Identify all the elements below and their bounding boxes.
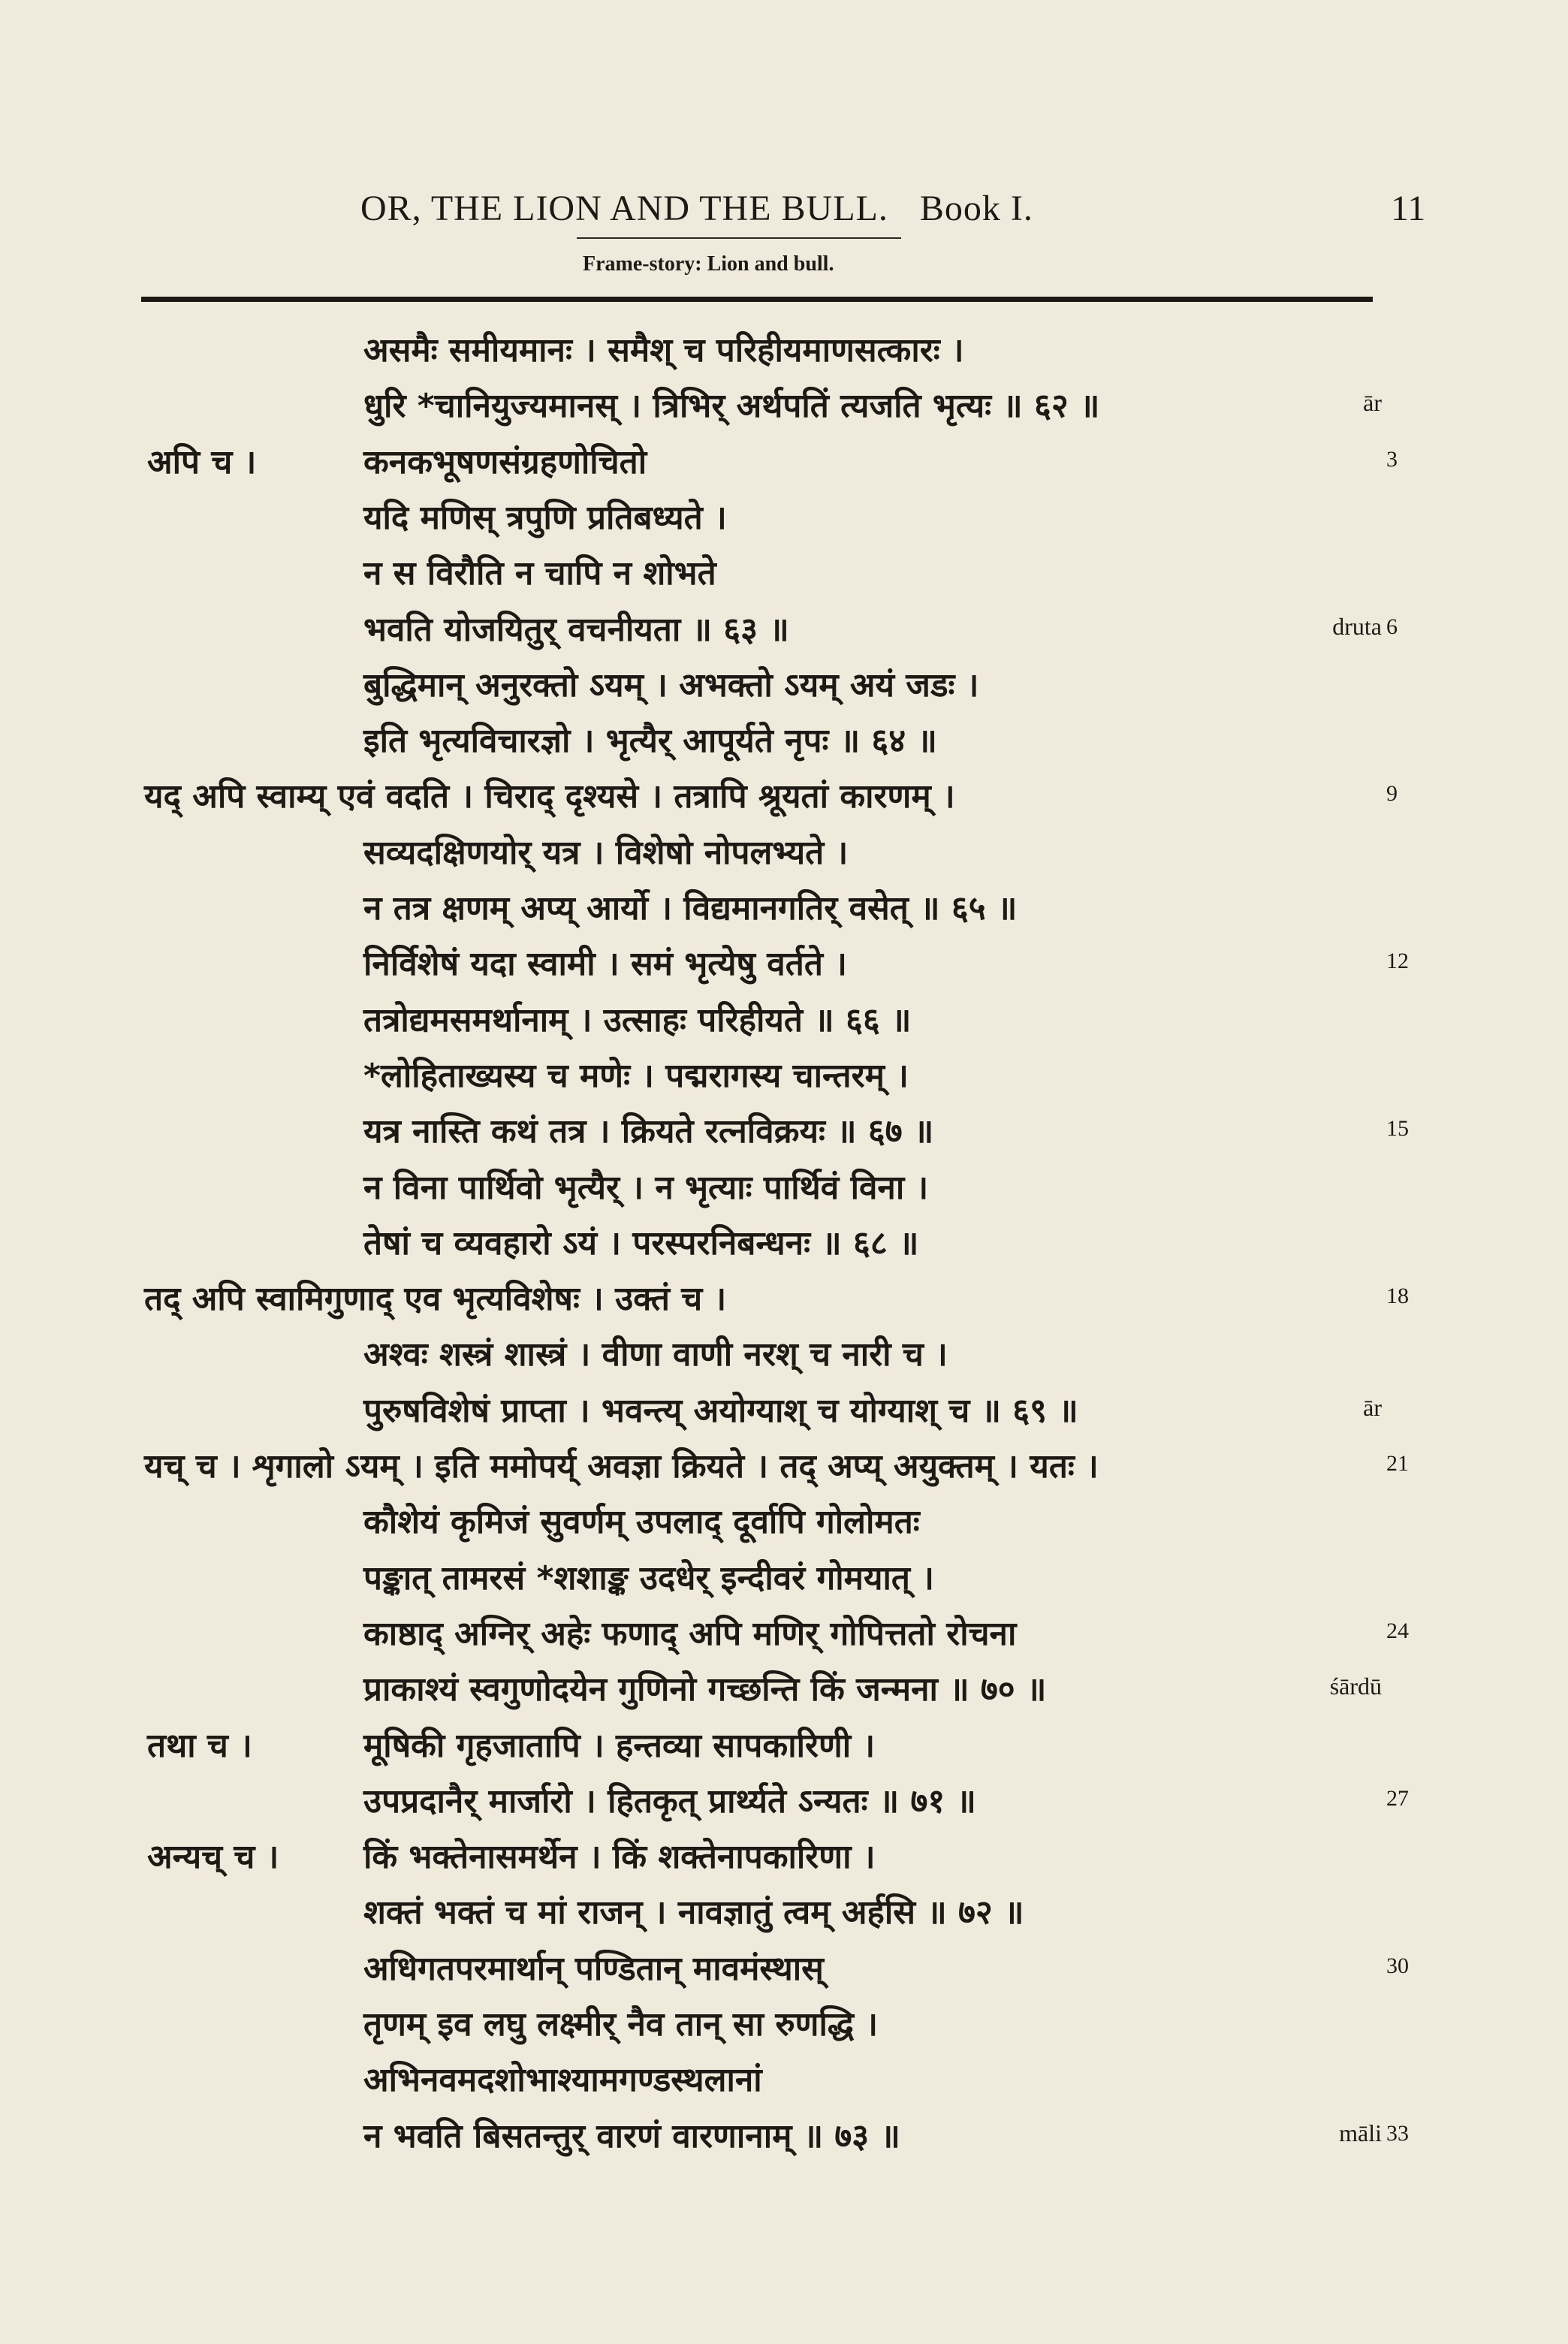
verse-text: तत्रोद्यमसमर्थानाम् । उत्साहः परिहीयते ॥ ६६ ॥ bbox=[363, 1000, 912, 1039]
verse-text: भवति योजयितुर् वचनीयता ॥ ६३ ॥ bbox=[363, 610, 789, 649]
text-line bbox=[0, 1662, 1568, 1718]
verse-text: यत्र नास्ति कथं तत्र । क्रियते रत्नविक्रयः ॥ ६७ ॥ bbox=[363, 1112, 934, 1151]
text-line bbox=[0, 435, 1568, 490]
meter-label: ār bbox=[1363, 1393, 1382, 1421]
text-line bbox=[0, 1048, 1568, 1104]
line-number: 21 bbox=[1386, 1451, 1409, 1476]
verse-text: न तत्र क्षणम् अप्य् आर्यो । विद्यमानगतिर् वसेत् ॥ ६५ ॥ bbox=[363, 889, 1018, 928]
meter-label: druta bbox=[1332, 612, 1382, 640]
text-line bbox=[0, 1495, 1568, 1550]
verse-text: अधिगतपरमार्थान् पण्डितान् मावमंस्थास् bbox=[363, 1949, 824, 1988]
text-line bbox=[0, 769, 1568, 825]
line-number: 6 bbox=[1386, 614, 1398, 639]
verse-text: काष्ठाद् अग्निर् अहेः फणाद् अपि मणिर् गोपित्ततो रोचना bbox=[363, 1614, 1017, 1653]
text-line bbox=[0, 602, 1568, 658]
verse-text: प्राकाश्यं स्वगुणोदयेन गुणिनो गच्छन्ति किं जन्मना ॥ ७० ॥ bbox=[363, 1670, 1047, 1709]
verse-text: निर्विशेषं यदा स्वामी । समं भृत्येषु वर्तते । bbox=[363, 945, 847, 984]
line-number: 27 bbox=[1386, 1785, 1409, 1811]
verse-text: उपप्रदानैर् मार्जारो । हितकृत् प्रार्थ्यते ऽन्यतः ॥ ७१ ॥ bbox=[363, 1781, 976, 1821]
text-line bbox=[0, 546, 1568, 602]
text-line bbox=[0, 2053, 1568, 2108]
text-line bbox=[0, 1439, 1568, 1495]
text-line bbox=[0, 1160, 1568, 1216]
verse-text: पङ्कात् तामरसं *शशाङ्क उदधेर् इन्दीवरं गोमयात् । bbox=[363, 1558, 934, 1597]
text-line bbox=[0, 1997, 1568, 2053]
verse-text: कौशेयं कृमिजं सुवर्णम् उपलाद् दूर्वापि गोलोमतः bbox=[363, 1503, 920, 1542]
text-line bbox=[0, 1216, 1568, 1272]
verse-text: कनकभूषणसंग्रहणोचितो bbox=[363, 442, 647, 481]
text-line bbox=[0, 490, 1568, 546]
line-number: 9 bbox=[1386, 781, 1398, 807]
prose-lead: तद् अपि स्वामिगुणाद् एव भृत्यविशेषः । उक्तं च । bbox=[144, 1280, 727, 1319]
text-line bbox=[0, 1272, 1568, 1327]
verse-text: शक्तं भक्तं च मां राजन् । नावज्ञातुं त्वम् अर्हसि ॥ ७२ ॥ bbox=[363, 1893, 1024, 1932]
text-line bbox=[0, 323, 1568, 379]
text-line bbox=[0, 1383, 1568, 1439]
section-subtitle: Frame-story: Lion and bull. bbox=[583, 252, 834, 276]
verse-text: अभिनवमदशोभाश्यामगण्डस्थलानां bbox=[363, 2061, 762, 2100]
text-line bbox=[0, 379, 1568, 434]
verse-text: *लोहिताख्यस्य च मणेः । पद्मरागस्य चान्तरम् । bbox=[363, 1056, 909, 1095]
running-title bbox=[360, 188, 1033, 229]
page-number: 11 bbox=[1391, 189, 1426, 228]
meter-label: māli bbox=[1339, 2119, 1382, 2146]
prose-lead: यद् अपि स्वाम्य् एवं वदति । चिराद् दृश्यसे । तत्रापि श्रूयतां कारणम् । bbox=[144, 777, 955, 816]
text-line bbox=[0, 1606, 1568, 1662]
verse-text: तृणम् इव लघु लक्ष्मीर् नैव तान् सा रुणद्धि । bbox=[363, 2005, 879, 2044]
line-number: 15 bbox=[1386, 1116, 1409, 1142]
text-line bbox=[0, 993, 1568, 1048]
line-number: 18 bbox=[1386, 1284, 1409, 1309]
header-underline bbox=[577, 237, 901, 239]
header-rule bbox=[141, 297, 1373, 302]
verse-text: तेषां च व्यवहारो ऽयं । परस्परनिबन्धनः ॥ ६८ ॥ bbox=[363, 1223, 919, 1263]
text-line bbox=[0, 881, 1568, 937]
verse-text: किं भक्तेनासमर्थेन । किं शक्तेनापकारिणा । bbox=[363, 1838, 876, 1877]
verse-text: न स विरौति न चापि न शोभते bbox=[363, 554, 716, 593]
text-line bbox=[0, 1718, 1568, 1774]
text-line bbox=[0, 1327, 1568, 1383]
verse-text: अश्वः शस्त्रं शास्त्रं । वीणा वाणी नरश् च नारी च । bbox=[363, 1335, 948, 1374]
meter-label: ār bbox=[1363, 389, 1382, 417]
text-line bbox=[0, 1830, 1568, 1885]
verse-text: मूषिकी गृहजातापि । हन्तव्या सापकारिणी । bbox=[363, 1726, 876, 1765]
verse-text: न भवति बिसतन्तुर् वारणं वारणानाम् ॥ ७३ ॥ bbox=[363, 2116, 900, 2155]
running-title-text: OR, THE LION AND THE BULL. bbox=[360, 189, 888, 228]
text-line bbox=[0, 658, 1568, 713]
verse-text: असमैः समीयमानः । समैश् च परिहीयमाणसत्कारः । bbox=[363, 331, 964, 370]
text-line bbox=[0, 825, 1568, 881]
text-line bbox=[0, 2109, 1568, 2165]
book-label: Book I. bbox=[919, 189, 1033, 228]
verse-text: पुरुषविशेषं प्राप्ता । भवन्त्य् अयोग्याश् च योग्याश् च ॥ ६९ ॥ bbox=[363, 1391, 1078, 1430]
prose-lead: अन्यच् च । bbox=[147, 1838, 279, 1877]
verse-text: धुरि *चानियुज्यमानस् । त्रिभिर् अर्थपतिं त्यजति भृत्यः ॥ ६२ ॥ bbox=[363, 387, 1100, 426]
text-line bbox=[0, 1885, 1568, 1941]
line-number: 30 bbox=[1386, 1953, 1409, 1978]
line-number: 12 bbox=[1386, 949, 1409, 974]
text-line bbox=[0, 1774, 1568, 1830]
text-line bbox=[0, 1551, 1568, 1606]
prose-lead: अपि च । bbox=[147, 442, 257, 481]
verse-text: सव्यदक्षिणयोर् यत्र । विशेषो नोपलभ्यते । bbox=[363, 833, 849, 872]
text-line bbox=[0, 937, 1568, 992]
meter-label: śārdū bbox=[1329, 1673, 1382, 1700]
verse-text: इति भृत्यविचारज्ञो । भृत्यैर् आपूर्यते नृपः ॥ ६४ ॥ bbox=[363, 722, 937, 761]
line-number: 33 bbox=[1386, 2120, 1409, 2146]
verse-text: न विना पार्थिवो भृत्यैर् । न भृत्याः पार्थिवं विना । bbox=[363, 1168, 929, 1207]
text-line bbox=[0, 1941, 1568, 1997]
text-line bbox=[0, 713, 1568, 769]
prose-lead: यच् च । शृगालो ऽयम् । इति ममोपर्य् अवज्ञा क्रियते । तद् अप्य् अयुक्तम् । यतः । bbox=[144, 1447, 1099, 1486]
text-line bbox=[0, 1104, 1568, 1160]
prose-lead: तथा च । bbox=[147, 1726, 252, 1765]
line-number: 3 bbox=[1386, 446, 1398, 472]
line-number: 24 bbox=[1386, 1618, 1409, 1643]
verse-text: बुद्धिमान् अनुरक्तो ऽयम् । अभक्तो ऽयम् अयं जडः । bbox=[363, 665, 979, 704]
verse-text: यदि मणिस् त्रपुणि प्रतिबध्यते । bbox=[363, 498, 727, 537]
